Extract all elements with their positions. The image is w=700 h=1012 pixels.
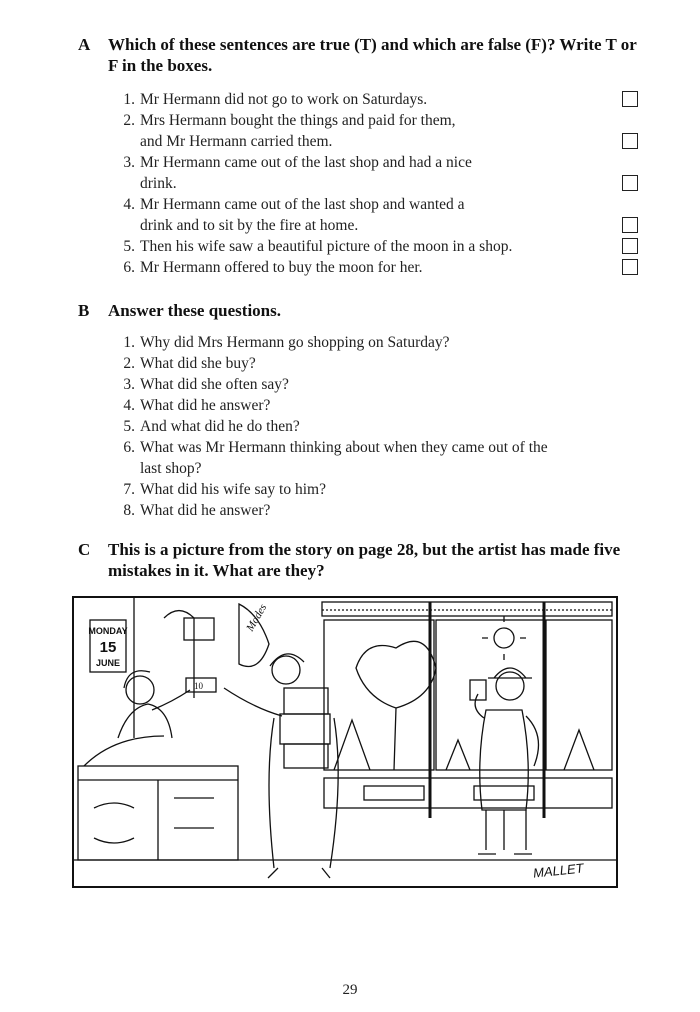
question-item [113,437,638,479]
calendar-day: MONDAY [88,626,128,636]
answer-box[interactable] [622,133,638,149]
item-number: 4. [123,196,135,213]
statement-item [113,89,638,110]
item-number: 2. [123,112,135,129]
item-text [140,374,638,395]
section-b-title: Answer these questions. [108,301,282,320]
item-text [140,257,614,278]
question-item [113,353,638,374]
item-text-line: last shop? [140,460,202,477]
item-number: 7. [123,481,135,498]
item-text-line: What did he answer? [140,502,271,519]
item-text-line: drink. [140,175,177,192]
section-b [78,300,638,521]
shop-sign-text: Modes [244,602,270,634]
question-item [113,416,638,437]
section-c-letter: C [78,540,91,559]
calendar-month: JUNE [95,658,121,668]
item-text [140,110,614,152]
item-text [140,479,638,500]
statement-item [113,110,638,152]
true-false-list [113,89,638,278]
statement-item [113,152,638,194]
questions-list [113,332,638,521]
item-number: 3. [123,154,135,171]
item-text [140,395,638,416]
question-item [113,500,638,521]
answer-box[interactable] [622,259,638,275]
item-text-line: What was Mr Hermann thinking about when they came out of the [140,439,548,456]
answer-box[interactable] [622,217,638,233]
section-a-heading [78,34,638,76]
item-number: 5. [123,418,135,435]
item-number: 6. [123,259,135,276]
section-b-heading [78,300,638,321]
item-text-line: Mr Hermann did not go to work on Saturdays. [140,91,428,108]
item-text-line: Mr Hermann offered to buy the moon for her. [140,259,423,276]
item-number: 1. [123,334,135,351]
item-number: 4. [123,397,135,414]
section-c-title: This is a picture from the story on page 28, but the artist has made five mistakes in it. What are they? [108,540,621,580]
answer-box[interactable] [622,91,638,107]
statement-item [113,257,638,278]
section-b-letter: B [78,301,90,320]
item-text-line: And what did he do then? [140,418,300,435]
item-text [140,152,614,194]
answer-box[interactable] [622,238,638,254]
item-text [140,332,638,353]
section-c-heading [78,539,638,581]
item-text [140,437,638,479]
item-text [140,194,614,236]
item-text-line: and Mr Hermann carried them. [140,133,333,150]
cartoon-drawing [74,598,616,886]
statement-item [113,194,638,236]
artist-signature: MALLET [532,860,585,881]
question-item [113,374,638,395]
calendar-date: 15 [99,639,117,656]
item-text [140,353,638,374]
item-text-line: Mr Hermann came out of the last shop and wanted a [140,196,465,213]
item-text-line: drink and to sit by the fire at home. [140,217,359,234]
section-a [78,34,638,278]
question-item [113,479,638,500]
page-number: 29 [342,982,358,998]
item-text [140,500,638,521]
question-item [113,395,638,416]
item-text-line: Then his wife saw a beautiful picture of the moon in a shop. [140,238,513,255]
item-number: 2. [123,355,135,372]
item-text-line: Why did Mrs Hermann go shopping on Saturday? [140,334,450,351]
item-number: 8. [123,502,135,519]
statement-item [113,236,638,257]
item-text-line: What did he answer? [140,397,271,414]
banknote-text: 10 [194,681,203,691]
item-text-line: What did she buy? [140,355,256,372]
shop-illustration [72,596,618,888]
item-text-line: What did his wife say to him? [140,481,326,498]
section-a-title: Which of these sentences are true (T) and which are false (F)? Write T or F in the boxes. [108,35,637,75]
item-text-line: What did she often say? [140,376,289,393]
item-text [140,416,638,437]
item-text [140,89,614,110]
item-text [140,236,614,257]
item-number: 6. [123,439,135,456]
item-number: 3. [123,376,135,393]
question-item [113,332,638,353]
section-a-letter: A [78,35,91,54]
section-c [78,539,638,581]
item-text-line: Mrs Hermann bought the things and paid for them, [140,112,456,129]
item-number: 5. [123,238,135,255]
item-number: 1. [123,91,135,108]
answer-box[interactable] [622,175,638,191]
item-text-line: Mr Hermann came out of the last shop and had a nice [140,154,472,171]
